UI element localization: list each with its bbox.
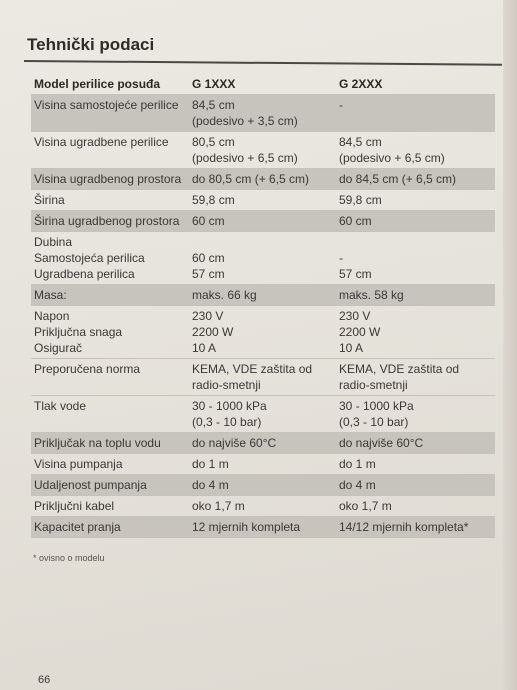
table-row (31, 454, 495, 475)
row-label-line: Visina pumpanja (34, 457, 123, 471)
cell-g1 (189, 211, 336, 231)
table-row (31, 211, 495, 232)
table-row (31, 132, 495, 169)
cell-g2 (336, 454, 495, 474)
cell-g2-line: 30 - 1000 kPa (339, 399, 414, 413)
cell-g2-line: maks. 58 kg (339, 288, 404, 302)
table-row (31, 359, 495, 396)
cell-g1 (189, 433, 336, 453)
cell-g1-line: (0,3 - 10 bar) (192, 415, 262, 429)
cell-g1 (189, 169, 336, 189)
cell-g2 (336, 517, 495, 537)
row-label-line: Visina ugradbenog prostora (34, 172, 182, 186)
table-header-row (31, 74, 495, 95)
row-label-line: Priključak na toplu vodu (34, 436, 161, 450)
cell-g2-line: do 4 m (339, 478, 376, 492)
row-label (31, 475, 189, 495)
table-row (31, 95, 495, 132)
cell-g2-line: 60 cm (339, 214, 372, 228)
row-label-line: Masa: (34, 288, 67, 302)
cell-g1 (189, 306, 336, 358)
table-row (31, 232, 495, 285)
cell-g1 (189, 359, 336, 395)
row-label (31, 232, 189, 284)
cell-g1 (189, 285, 336, 305)
row-label-line: Samostojeća perilica (34, 251, 145, 265)
table-row (31, 517, 495, 538)
cell-g2 (336, 285, 495, 305)
table-row (31, 285, 495, 306)
cell-g1-line: do najviše 60°C (192, 436, 277, 450)
cell-g2-line: (podesivo + 6,5 cm) (339, 151, 445, 165)
cell-g2-line: (0,3 - 10 bar) (339, 415, 409, 429)
table-row (31, 433, 495, 454)
cell-g1 (189, 190, 336, 210)
cell-g1-line: 2200 W (192, 325, 234, 339)
row-label-line: Širina ugradbenog prostora (34, 214, 180, 228)
cell-g2-line: radio-smetnji (339, 378, 408, 392)
table-row (31, 190, 495, 211)
cell-g1-line (192, 234, 333, 250)
cell-g2 (336, 169, 495, 189)
cell-g2 (336, 232, 495, 284)
cell-g2-line: 10 A (339, 341, 364, 355)
cell-g1-line: (podesivo + 6,5 cm) (192, 151, 298, 165)
cell-g2-line: - (339, 251, 343, 265)
row-label-line: Udaljenost pumpanja (34, 478, 147, 492)
row-label-line: Priključna snaga (34, 325, 123, 339)
cell-g1-line: maks. 66 kg (192, 288, 257, 302)
row-label-line: Priključni kabel (34, 499, 115, 513)
cell-g1-line: (podesivo + 3,5 cm) (192, 114, 298, 128)
cell-g1 (189, 454, 336, 474)
row-label-line: Napon (34, 309, 70, 323)
title-rule (24, 60, 502, 66)
row-label-line: Tlak vode (34, 399, 87, 413)
cell-g2 (336, 396, 495, 432)
row-label (31, 433, 189, 453)
cell-g2-line: KEMA, VDE zaštita od (339, 362, 460, 376)
cell-g1 (189, 396, 336, 432)
table-row (31, 306, 495, 359)
cell-g2-line: 14/12 mjernih kompleta* (339, 520, 469, 534)
footnote: * ovisno o modelu (33, 553, 105, 563)
cell-g2-line: 59,8 cm (339, 193, 382, 207)
cell-g2 (336, 433, 495, 453)
cell-g2 (336, 475, 495, 495)
cell-g1-line: 12 mjernih kompleta (192, 520, 301, 534)
cell-g1-line: 230 V (192, 309, 224, 323)
table-row (31, 396, 495, 433)
cell-g1 (189, 496, 336, 516)
table-row (31, 169, 495, 190)
cell-g2 (336, 211, 495, 231)
header-g2: G 2XXX (339, 77, 383, 91)
cell-g1 (189, 475, 336, 495)
cell-g1 (189, 232, 336, 284)
header-g1: G 1XXX (192, 77, 236, 91)
row-label-line: Visina ugradbene perilice (34, 135, 169, 149)
row-label-line: Preporučena norma (34, 362, 141, 376)
page-number: 66 (38, 674, 51, 686)
cell-g1-line: 59,8 cm (192, 193, 235, 207)
row-label (31, 95, 189, 115)
cell-g1-line: 57 cm (192, 267, 225, 281)
cell-g1 (189, 517, 336, 537)
cell-g1-line: 10 A (192, 341, 217, 355)
cell-g2-line: 2200 W (339, 325, 381, 339)
cell-g2-line: do najviše 60°C (339, 436, 424, 450)
cell-g1 (189, 95, 336, 131)
cell-g1-line: 84,5 cm (192, 98, 235, 112)
table-row (31, 475, 495, 496)
cell-g2 (336, 496, 495, 516)
cell-g2-line (339, 234, 492, 250)
cell-g2-line: do 84,5 cm (+ 6,5 cm) (339, 172, 457, 186)
page-title: Tehnički podaci (27, 35, 155, 54)
row-label-line: Kapacitet pranja (34, 520, 121, 534)
cell-g2-line: do 1 m (339, 457, 376, 471)
cell-g2 (336, 132, 495, 168)
row-label (31, 211, 189, 231)
cell-g2-line: 84,5 cm (339, 135, 382, 149)
cell-g2-line: - (339, 98, 343, 112)
row-label (31, 306, 189, 358)
cell-g1-line: KEMA, VDE zaštita od (192, 362, 313, 376)
cell-g1-line: oko 1,7 m (192, 499, 245, 513)
row-label-line: Širina (34, 193, 65, 207)
row-label (31, 454, 189, 474)
row-label (31, 169, 189, 189)
row-label (31, 517, 189, 537)
row-label-line: Osigurač (34, 341, 83, 355)
header-model: Model perilice posuđa (34, 77, 161, 91)
row-label-line: Dubina (34, 235, 73, 249)
cell-g2 (336, 306, 495, 358)
row-label (31, 359, 189, 379)
table-row (31, 496, 495, 517)
cell-g2-line: oko 1,7 m (339, 499, 392, 513)
row-label-line: Visina samostojeće perilice (34, 98, 179, 112)
cell-g2 (336, 359, 495, 395)
cell-g1-line: do 80,5 cm (+ 6,5 cm) (192, 172, 310, 186)
cell-g2-line: 57 cm (339, 267, 372, 281)
cell-g2 (336, 190, 495, 210)
page-edge (503, 0, 517, 690)
row-label (31, 190, 189, 210)
row-label-line: Ugradbena perilica (34, 267, 135, 281)
row-label (31, 396, 189, 416)
cell-g2 (336, 95, 495, 115)
cell-g2-line: 230 V (339, 309, 371, 323)
row-label (31, 132, 189, 152)
cell-g1-line: 60 cm (192, 214, 225, 228)
cell-g1-line: radio-smetnji (192, 378, 261, 392)
cell-g1-line: 60 cm (192, 251, 225, 265)
row-label (31, 496, 189, 516)
spec-table (31, 74, 495, 538)
cell-g1-line: do 4 m (192, 478, 229, 492)
cell-g1-line: 30 - 1000 kPa (192, 399, 267, 413)
cell-g1-line: do 1 m (192, 457, 229, 471)
cell-g1-line: 80,5 cm (192, 135, 235, 149)
row-label (31, 285, 189, 305)
cell-g1 (189, 132, 336, 168)
